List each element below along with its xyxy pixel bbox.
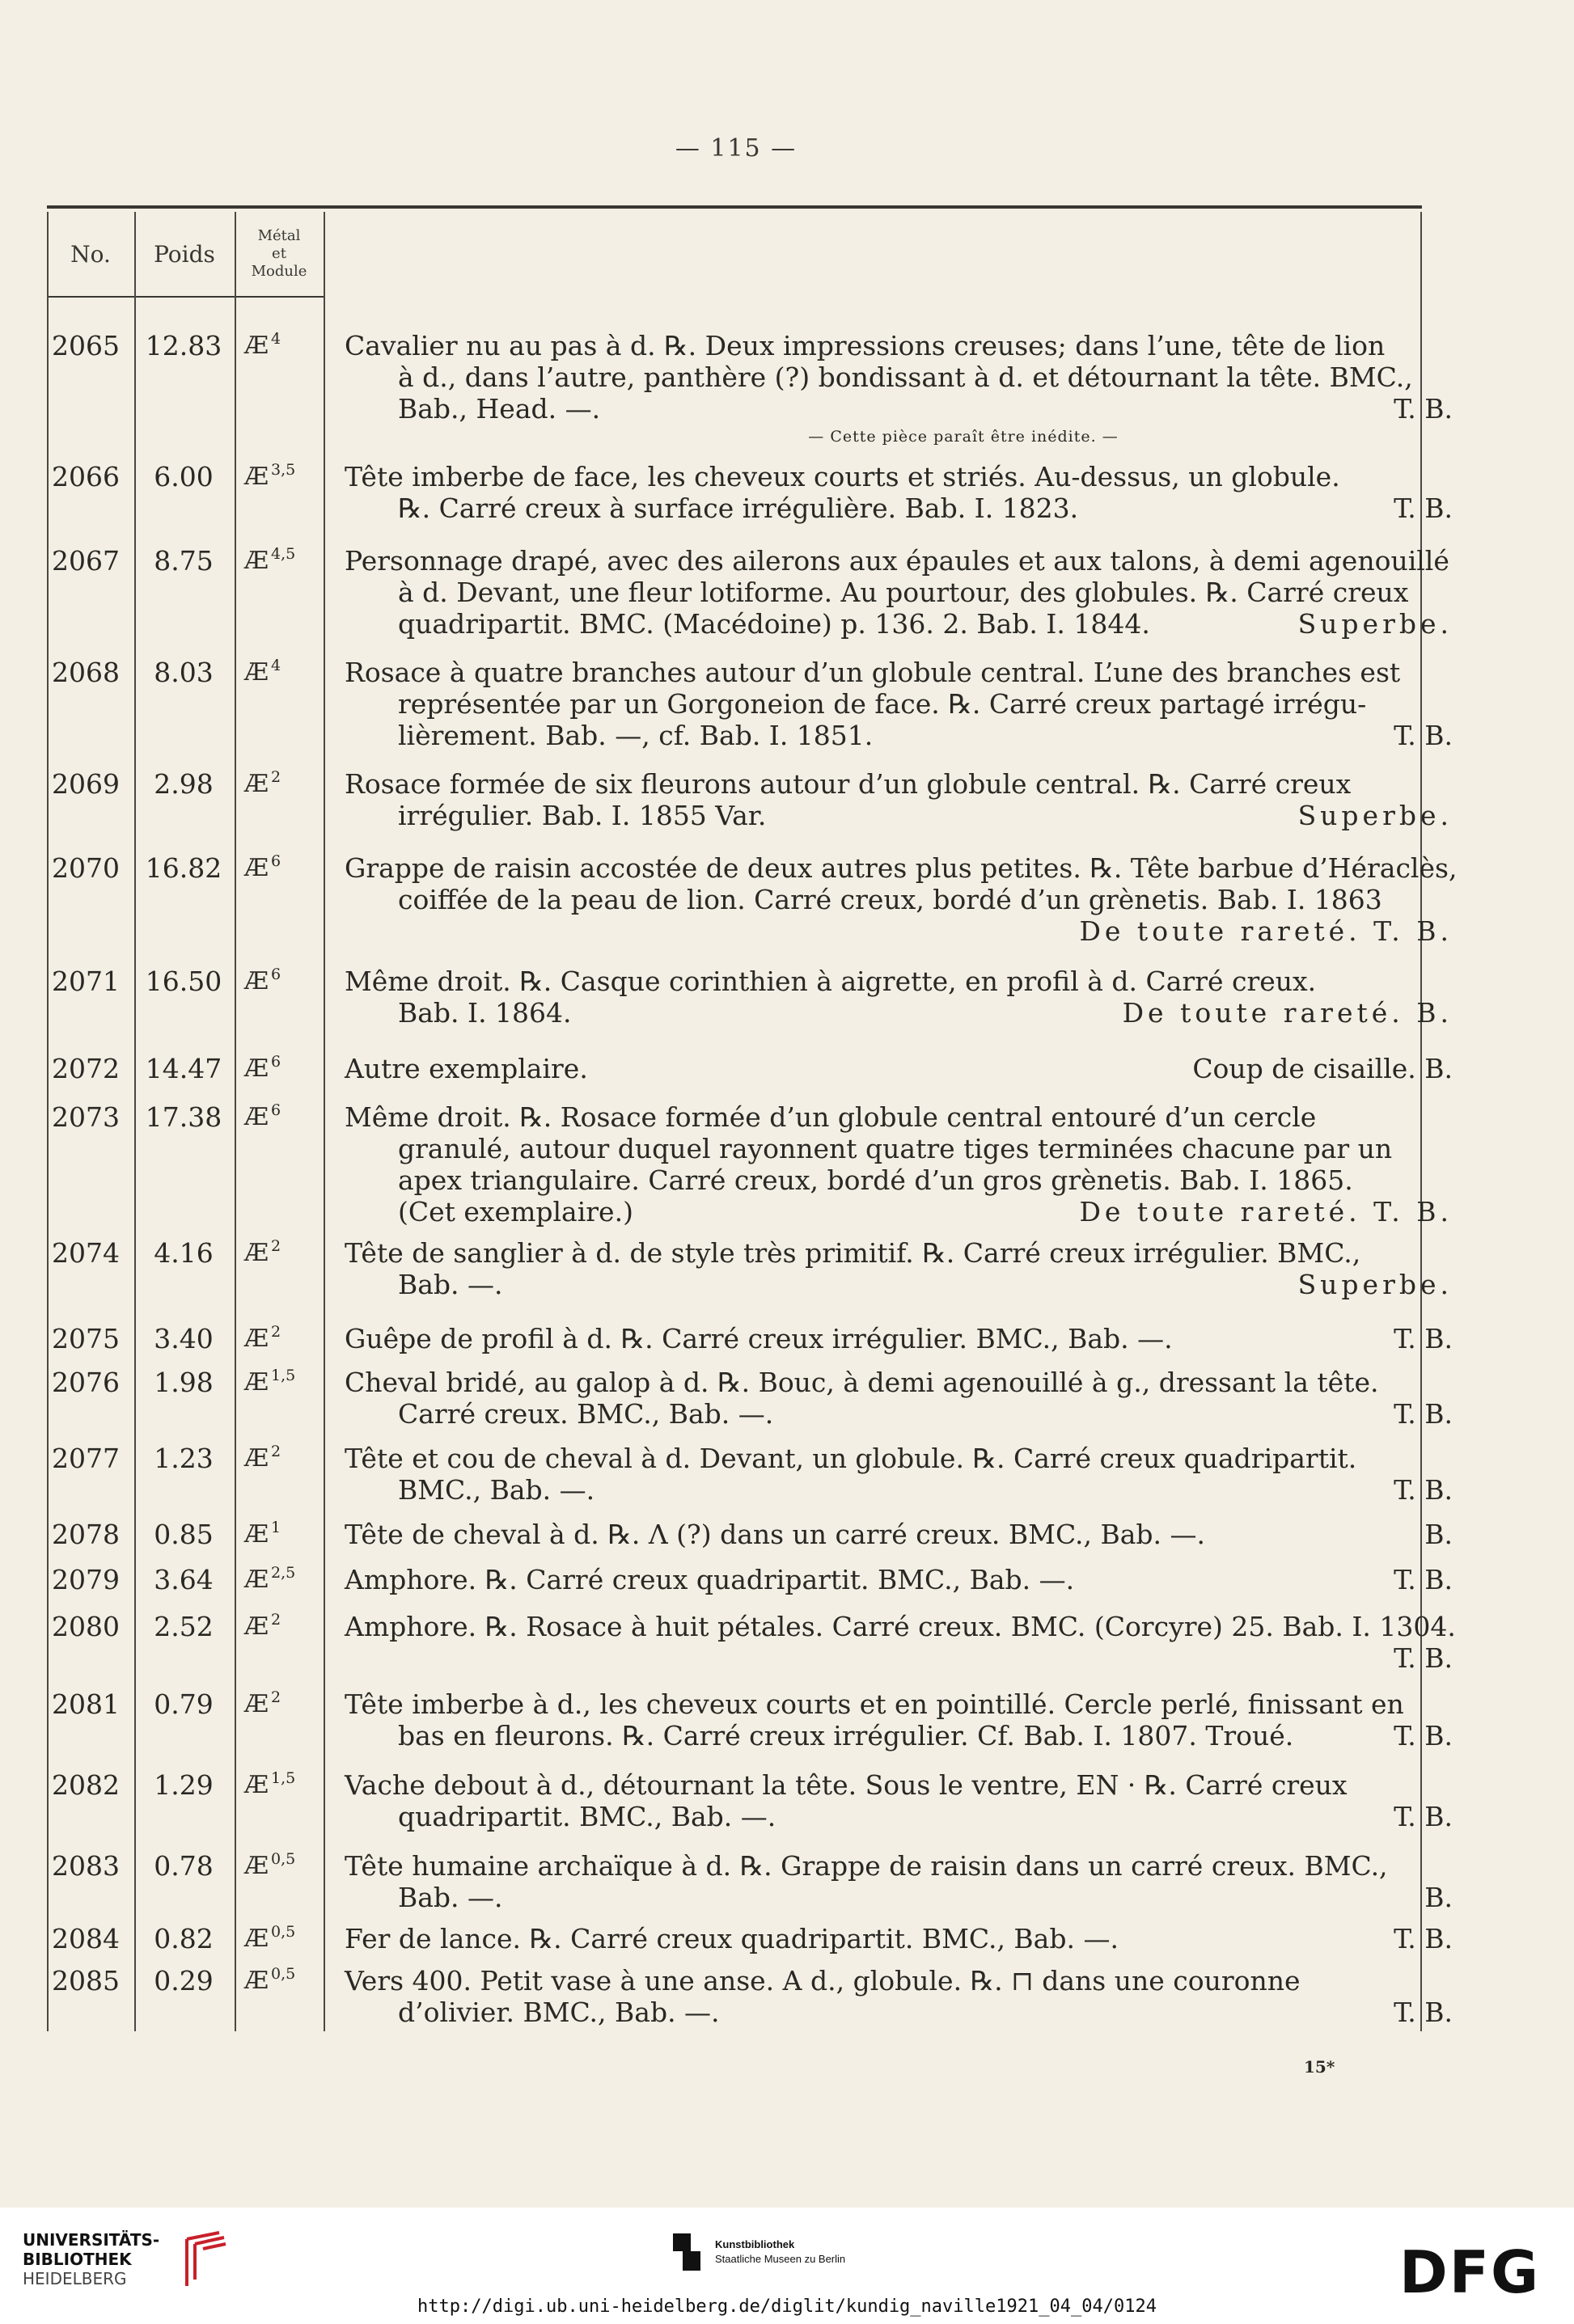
entry-metal: Æ (244, 1771, 269, 1799)
entry-number: 2071 (52, 966, 120, 997)
description-text: Bab., Head. —. (398, 393, 601, 425)
description-text: BMC., Bab. —. (398, 1474, 595, 1506)
description-text: Amphore. ℞. Carré creux quadripartit. BMC., Bab. —. (345, 1564, 1075, 1595)
description-text: granulé, autour duquel rayonnent quatre tiges terminées chacune par un (398, 1133, 1393, 1164)
entry-number: 2075 (52, 1323, 120, 1354)
entry-metal-module (244, 330, 325, 360)
entry-metal: Æ (244, 1239, 269, 1267)
description-text: Même droit. ℞. Rosace formée d’un globule central entouré d’un cercle (345, 1101, 1317, 1133)
description-text: Personnage drapé, avec des ailerons aux épaules et aux talons, à demi agenouillé (345, 545, 1449, 577)
entry-description (345, 1564, 1453, 1595)
entry-description (345, 657, 1453, 751)
entry-metal-module (244, 1367, 325, 1397)
grade: Coup de cisaille. B. (1192, 1053, 1453, 1084)
permalink[interactable]: http://digi.ub.uni-heidelberg.de/diglit/kundig_naville1921_04_04/0124 (417, 2297, 1157, 2317)
description-text: Grappe de raisin accostée de deux autres plus petites. ℞. Tête barbue d’Héraclès, (345, 852, 1458, 884)
entry-module: 2 (271, 1688, 281, 1706)
entry-module: 6 (271, 852, 281, 870)
description-text: Tête imberbe à d., les cheveux courts et en pointillé. Cercle perlé, finissant en (345, 1688, 1404, 1720)
description-line (345, 997, 1453, 1029)
description-text: à d., dans l’autre, panthère (?) bondissant à d. et détournant la tête. BMC., (398, 361, 1413, 393)
entry-number: 2078 (52, 1519, 120, 1550)
table-header (47, 212, 1422, 296)
header-metal-line: Métal (257, 227, 301, 244)
description-text: Cheval bridé, au galop à d. ℞. Bouc, à demi agenouillé à g., dressant la tête. (345, 1367, 1379, 1398)
entry-metal: Æ (244, 1368, 269, 1397)
description-line (345, 688, 1453, 720)
entry-weight: 16.50 (145, 966, 222, 997)
kb-line: Staatliche Museen zu Berlin (715, 2253, 846, 2265)
description-line (345, 884, 1453, 915)
grade: B. (1424, 1519, 1453, 1550)
entry-weight: 2.98 (154, 768, 214, 800)
description-text: Tête de sanglier à d. de style très primitif. ℞. Carré creux irrégulier. BMC., (345, 1237, 1361, 1269)
entry-metal-module (244, 657, 325, 687)
description-text: Tête humaine archaïque à d. ℞. Grappe de raisin dans un carré creux. BMC., (345, 1850, 1388, 1882)
description-line (345, 1053, 1453, 1084)
grade: T. B. (1394, 1720, 1453, 1751)
grade: B. (1424, 1882, 1453, 1913)
description-line (345, 1720, 1453, 1751)
ub-heidelberg-logo[interactable] (23, 2230, 227, 2288)
entry-metal: Æ (244, 463, 269, 491)
entry-metal: Æ (244, 1520, 269, 1549)
entry-note: — Cette pièce paraît être inédite. — (808, 428, 1119, 446)
entry-number: 2070 (52, 852, 120, 884)
column-divider (134, 212, 136, 2031)
entry-number: 2065 (52, 330, 120, 361)
entry-weight: 6.00 (154, 461, 214, 492)
ub-line: HEIDELBERG (23, 2269, 127, 2288)
description-line (345, 1323, 1453, 1354)
description-line (345, 1398, 1453, 1430)
entry-number: 2068 (52, 657, 120, 688)
header-rule (47, 296, 324, 298)
description-text: Vers 400. Petit vase à une anse. A d., globule. ℞. ⊓ dans une couronne (345, 1965, 1301, 1997)
description-line (345, 1164, 1453, 1196)
entry-metal-module (244, 1519, 325, 1549)
description-line (345, 1965, 1453, 1997)
grade: T. B. (1394, 1923, 1453, 1954)
description-text: Tête et cou de cheval à d. Devant, un globule. ℞. Carré creux quadripartit. (345, 1443, 1357, 1474)
entry-metal-module (244, 966, 325, 995)
entry-number: 2083 (52, 1850, 120, 1882)
entry-metal: Æ (244, 1690, 269, 1718)
entry-weight: 1.98 (154, 1367, 214, 1398)
kunstbibliothek-logo[interactable] (671, 2232, 845, 2272)
description-text: représentée par un Gorgoneion de face. ℞. Carré creux partagé irrégu- (398, 688, 1367, 720)
description-text: coiffée de la peau de lion. Carré creux, bordé d’un grènetis. Bab. I. 1863 (398, 884, 1382, 915)
entry-metal-module (244, 1965, 325, 1995)
entry-number: 2079 (52, 1564, 120, 1595)
entry-number: 2082 (52, 1769, 120, 1801)
entry-description (345, 1850, 1453, 1913)
entry-module: 4 (271, 330, 281, 348)
description-text: Vache debout à d., détournant la tête. Sous le ventre, EN · ℞. Carré creux (345, 1769, 1348, 1801)
kunstbibliothek-icon (671, 2232, 704, 2272)
entry-description (345, 330, 1453, 449)
entry-number: 2069 (52, 768, 120, 800)
grade: Superbe. (1297, 608, 1453, 640)
entry-metal-module (244, 852, 325, 882)
entry-number: 2067 (52, 545, 120, 577)
description-line (345, 768, 1453, 800)
description-line (345, 492, 1453, 524)
description-line (345, 1611, 1456, 1642)
description-line (345, 1269, 1453, 1300)
entry-number: 2073 (52, 1101, 120, 1133)
entry-weight: 3.64 (154, 1564, 214, 1595)
entry-description (345, 768, 1453, 831)
description-line (345, 1367, 1453, 1398)
entry-module: 0,5 (271, 1965, 296, 1983)
description-text: Bab. —. (398, 1882, 503, 1913)
entry-weight: 0.82 (154, 1923, 214, 1954)
entry-module: 2 (271, 768, 281, 786)
entry-metal-module (244, 1688, 325, 1718)
description-text: quadripartit. BMC., Bab. —. (398, 1801, 776, 1832)
grade: T. B. (1394, 1398, 1453, 1430)
entry-weight: 0.29 (154, 1965, 214, 1997)
description-text: ℞. Carré creux à surface irrégulière. Bab. I. 1823. (398, 492, 1079, 524)
entry-description (345, 1965, 1453, 2028)
entry-metal-module (244, 1101, 325, 1131)
description-line (345, 1474, 1453, 1506)
ub-line: UNIVERSITÄTS- (23, 2230, 160, 2250)
entry-weight: 4.16 (154, 1237, 214, 1269)
description-text: Même droit. ℞. Casque corinthien à aigrette, en profil à d. Carré creux. (345, 966, 1317, 997)
dfg-logo[interactable]: DFG (1399, 2238, 1541, 2306)
grade: T. B. (1394, 1564, 1453, 1595)
entry-weight: 17.38 (145, 1101, 222, 1133)
entry-metal: Æ (244, 1054, 269, 1083)
header-poids: Poids (154, 240, 215, 268)
description-text: Tête imberbe de face, les cheveux courts et striés. Au-dessus, un globule. (345, 461, 1340, 492)
entry-metal: Æ (244, 1612, 269, 1641)
description-text: bas en fleurons. ℞. Carré creux irrégulier. Cf. Bab. I. 1807. Troué. (398, 1720, 1294, 1751)
entry-description (345, 1323, 1453, 1354)
description-line (345, 608, 1453, 640)
description-line (345, 1196, 1453, 1227)
entry-metal: Æ (244, 332, 269, 360)
entry-metal-module (244, 1769, 325, 1799)
page-number: — 115 — (675, 134, 798, 163)
description-line (345, 1850, 1453, 1882)
entry-weight: 2.52 (154, 1611, 214, 1642)
entry-module: 3,5 (271, 461, 296, 479)
entry-metal: Æ (244, 1566, 269, 1594)
description-line (345, 852, 1458, 884)
grade: T. B. (1394, 1474, 1453, 1506)
description-line (345, 1642, 1453, 1674)
entry-metal-module (244, 1564, 325, 1594)
entry-weight: 8.03 (154, 657, 214, 688)
entry-description (345, 966, 1453, 1029)
grade: T. B. (1394, 393, 1453, 425)
entry-description (345, 1519, 1453, 1550)
entry-module: 2 (271, 1443, 281, 1460)
description-text: Rosace à quatre branches autour d’un globule central. L’une des branches est (345, 657, 1401, 688)
grade: Superbe. (1297, 1269, 1453, 1300)
description-line (345, 1882, 1453, 1913)
entry-number: 2074 (52, 1237, 120, 1269)
entry-module: 2,5 (271, 1564, 296, 1582)
description-text: apex triangulaire. Carré creux, bordé d’un gros grènetis. Bab. I. 1865. (398, 1164, 1353, 1196)
entry-metal: Æ (244, 658, 269, 687)
grade: De toute rareté. T. B. (1079, 915, 1453, 947)
description-line (345, 1688, 1453, 1720)
description-line (345, 330, 1453, 361)
entry-metal: Æ (244, 1444, 269, 1473)
description-text: d’olivier. BMC., Bab. —. (398, 1997, 720, 2028)
entry-metal-module (244, 1923, 325, 1953)
entry-module: 6 (271, 1101, 281, 1119)
description-text: Bab. I. 1864. (398, 997, 572, 1029)
entry-metal: Æ (244, 1103, 269, 1131)
grade: T. B. (1394, 720, 1453, 751)
entry-description (345, 545, 1453, 640)
description-line (345, 915, 1453, 947)
header-metal-line: Module (251, 263, 307, 280)
entry-metal-module (244, 768, 325, 798)
description-line (345, 800, 1453, 831)
description-text: Bab. —. (398, 1269, 503, 1300)
entry-description (345, 1769, 1453, 1832)
description-line (345, 361, 1453, 393)
description-line (345, 1237, 1453, 1269)
entry-module: 6 (271, 1053, 281, 1071)
description-line (345, 461, 1453, 492)
description-line (345, 1519, 1453, 1550)
entry-number: 2084 (52, 1923, 120, 1954)
description-text: Autre exemplaire. (345, 1053, 588, 1084)
entry-description (345, 1237, 1453, 1300)
description-text: Guêpe de profil à d. ℞. Carré creux irrégulier. BMC., Bab. —. (345, 1323, 1173, 1354)
description-text: Cavalier nu au pas à d. ℞. Deux impressions creuses; dans l’une, tête de lion (345, 330, 1386, 361)
entry-number: 2081 (52, 1688, 120, 1720)
entry-metal: Æ (244, 770, 269, 798)
description-line (345, 1443, 1453, 1474)
entry-module: 4,5 (271, 545, 296, 563)
entry-metal-module (244, 1237, 325, 1267)
entry-weight: 16.82 (145, 852, 222, 884)
description-text: lièrement. Bab. —, cf. Bab. I. 1851. (398, 720, 874, 751)
description-line (345, 577, 1453, 608)
description-line (345, 1133, 1453, 1164)
entry-weight: 12.83 (145, 330, 222, 361)
entry-module: 0,5 (271, 1923, 296, 1941)
entry-weight: 0.78 (154, 1850, 214, 1882)
entry-metal: Æ (244, 547, 269, 575)
description-text: Amphore. ℞. Rosace à huit pétales. Carré creux. BMC. (Corcyre) 25. Bab. I. 1304. (345, 1611, 1456, 1642)
grade: De toute rareté. T. B. (1079, 1196, 1453, 1227)
entry-description (345, 1101, 1453, 1227)
entry-module: 0,5 (271, 1850, 296, 1868)
grade: T. B. (1394, 1642, 1453, 1674)
header-metal-module (235, 212, 324, 296)
entry-metal: Æ (244, 1852, 269, 1880)
entry-description (345, 1443, 1453, 1506)
entry-metal-module (244, 1053, 325, 1083)
entry-metal: Æ (244, 1325, 269, 1353)
signature-mark: 15* (1304, 2057, 1335, 2077)
description-line (345, 657, 1453, 688)
entry-weight: 0.85 (154, 1519, 214, 1550)
entry-number: 2066 (52, 461, 120, 492)
entry-metal: Æ (244, 967, 269, 995)
description-line (345, 720, 1453, 751)
description-text: Rosace formée de six fleurons autour d’un globule central. ℞. Carré creux (345, 768, 1352, 800)
grade: T. B. (1394, 1801, 1453, 1832)
entry-metal-module (244, 1443, 325, 1473)
entry-metal: Æ (244, 854, 269, 882)
entry-metal-module (244, 1611, 325, 1641)
entry-number: 2085 (52, 1965, 120, 1997)
entry-module: 4 (271, 657, 281, 674)
header-metal-line: et (272, 245, 286, 262)
entry-module: 1,5 (271, 1769, 296, 1787)
description-text: Fer de lance. ℞. Carré creux quadripartit. BMC., Bab. —. (345, 1923, 1119, 1954)
entry-description (345, 1367, 1453, 1430)
entry-module: 1,5 (271, 1367, 296, 1384)
entry-module: 2 (271, 1323, 281, 1341)
entry-number: 2076 (52, 1367, 120, 1398)
description-text: quadripartit. BMC. (Macédoine) p. 136. 2. Bab. I. 1844. (398, 608, 1150, 640)
description-line (345, 545, 1453, 577)
description-line (345, 966, 1453, 997)
grade: Superbe. (1297, 800, 1453, 831)
grade: T. B. (1394, 1997, 1453, 2028)
description-line (345, 1801, 1453, 1832)
entry-description (345, 461, 1453, 524)
entry-description (345, 1611, 1456, 1674)
description-text: (Cet exemplaire.) (398, 1196, 633, 1227)
entry-metal: Æ (244, 1967, 269, 1995)
entry-description (345, 852, 1458, 947)
description-text: irrégulier. Bab. I. 1855 Var. (398, 800, 767, 831)
grade: T. B. (1394, 492, 1453, 524)
entry-metal-module (244, 545, 325, 575)
entry-metal-module (244, 1323, 325, 1353)
entry-module: 1 (271, 1519, 281, 1536)
entry-description (345, 1688, 1453, 1751)
description-line (345, 1997, 1453, 2028)
column-divider (47, 212, 49, 2031)
entry-weight: 0.79 (154, 1688, 214, 1720)
description-line (345, 1101, 1453, 1133)
top-rule (47, 205, 1422, 209)
description-line (345, 1564, 1453, 1595)
entry-weight: 3.40 (154, 1323, 214, 1354)
entry-metal-module (244, 1850, 325, 1880)
grade: T. B. (1394, 1323, 1453, 1354)
column-divider (235, 212, 236, 2031)
entry-weight: 14.47 (145, 1053, 222, 1084)
header-no: No. (70, 240, 111, 268)
entry-weight: 1.23 (154, 1443, 214, 1474)
entry-description (345, 1923, 1453, 1954)
entry-number: 2080 (52, 1611, 120, 1642)
grade: De toute rareté. B. (1122, 997, 1453, 1029)
ub-logo-icon (171, 2231, 227, 2288)
kb-line: Kunstbibliothek (715, 2238, 795, 2250)
entry-module: 6 (271, 966, 281, 983)
entry-module: 2 (271, 1237, 281, 1255)
digitization-footer (0, 2208, 1574, 2324)
ub-line: BIBLIOTHEK (23, 2250, 132, 2269)
description-text: à d. Devant, une fleur lotiforme. Au pourtour, des globules. ℞. Carré creux (398, 577, 1409, 608)
entry-module: 2 (271, 1611, 281, 1629)
entry-description (345, 1053, 1453, 1084)
description-text: Carré creux. BMC., Bab. —. (398, 1398, 774, 1430)
entry-weight: 8.75 (154, 545, 214, 577)
entry-number: 2072 (52, 1053, 120, 1084)
description-line (345, 1769, 1453, 1801)
description-text: Tête de cheval à d. ℞. Λ (?) dans un carré creux. BMC., Bab. —. (345, 1519, 1206, 1550)
description-line (345, 393, 1453, 425)
entry-weight: 1.29 (154, 1769, 214, 1801)
description-line (345, 1923, 1453, 1954)
entry-metal-module (244, 461, 325, 491)
entry-number: 2077 (52, 1443, 120, 1474)
entry-metal: Æ (244, 1925, 269, 1953)
